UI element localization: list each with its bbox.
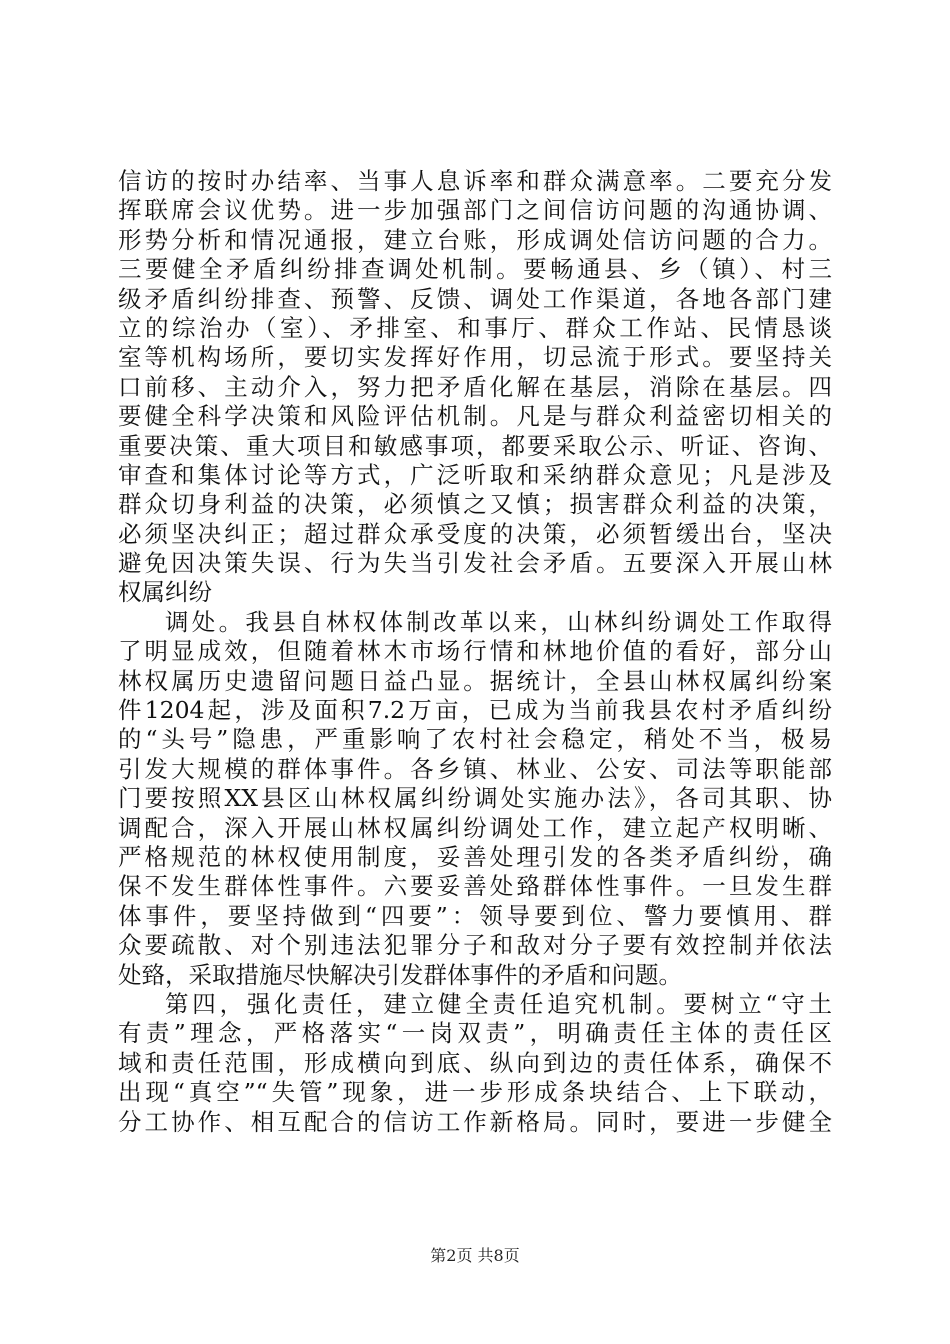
text-line: 出现“真空”“失管”现象，进一步形成条块结合、上下联动， [118, 1078, 832, 1107]
text-line: 体事件，要坚持做到“四要”：领导要到位、警力要慎用、群 [118, 901, 832, 930]
text-line: 审查和集体讨论等方式，广泛听取和采纳群众意见；凡是涉及 [118, 460, 832, 489]
text-line: 的“头号”隐患，严重影响了农村社会稳定，稍处不当，极易 [118, 725, 832, 754]
text-line: 有责”理念，严格落实“一岗双责”，明确责任主体的责任区 [118, 1019, 832, 1048]
text-line: 调处。我县自林权体制改革以来，山林纠纷调处工作取得 [165, 607, 832, 636]
text-line: 级矛盾纠纷排查、预警、反馈、调处工作渠道，各地各部门建 [118, 284, 832, 313]
text-line: 避免因决策失误、行为失当引发社会矛盾。五要深入开展山林 [118, 549, 832, 578]
text-line: 调配合，深入开展山林权属纠纷调处工作，建立起产权明晰、 [118, 813, 832, 842]
text-line: 信访的按时办结率、当事人息诉率和群众满意率。二要充分发 [118, 167, 832, 195]
text-line: 众要疏散、对个别违法犯罪分子和敌对分子要有效控制并依法 [118, 931, 832, 960]
text-line: 挥联席会议优势。进一步加强部门之间信访问题的沟通协调、 [118, 196, 832, 225]
page-footer [0, 1246, 950, 1266]
text-line: 口前移、主动介入，努力把矛盾化解在基层，消除在基层。四 [118, 372, 832, 401]
text-line: 形势分析和情况通报，建立台账，形成调处信访问题的合力。 [118, 225, 832, 254]
text-line: 保不发生群体性事件。六要妥善处臵群体性事件。一旦发生群 [118, 872, 832, 901]
text-line: 域和责任范围，形成横向到底、纵向到边的责任体系，确保不 [118, 1048, 832, 1077]
text-line: 权属纠纷 [118, 578, 212, 607]
text-line: 引发大规模的群体事件。各乡镇、林业、公安、司法等职能部 [118, 754, 832, 783]
body-text [118, 167, 832, 1137]
text-line: 要健全科学决策和风险评估机制。凡是与群众利益密切相关的 [118, 402, 832, 431]
text-line: 了明显成效，但随着林木市场行情和林地价值的看好，部分山 [118, 637, 832, 666]
text-line: 件1204起，涉及面积7.2万亩，已成为当前我县农村矛盾纠纷 [118, 696, 832, 725]
text-line: 三要健全矛盾纠纷排查调处机制。要畅通县、乡（镇）、村三 [118, 255, 832, 284]
text-line: 林权属历史遗留问题日益凸显。据统计，全县山林权属纠纷案 [118, 666, 832, 695]
text-line: 必须坚决纠正；超过群众承受度的决策，必须暂缓出台，坚决 [118, 519, 832, 548]
text-line: 第四，强化责任，建立健全责任追究机制。要树立“守土 [165, 989, 832, 1018]
text-line: 室等机构场所，要切实发挥好作用，切忌流于形式。要坚持关 [118, 343, 832, 372]
text-line: 分工协作、相互配合的信访工作新格局。同时，要进一步健全 [118, 1107, 832, 1136]
text-line: 门要按照XX县区山林权属纠纷调处实施办法》，各司其职、协 [118, 784, 832, 813]
text-line: 重要决策、重大项目和敏感事项，都要采取公示、听证、咨询、 [118, 431, 832, 460]
text-line: 立的综治办（室）、矛排室、和事厅、群众工作站、民情恳谈 [118, 313, 832, 342]
text-line: 群众切身利益的决策，必须慎之又慎；损害群众利益的决策， [118, 490, 832, 519]
text-line: 严格规范的林权使用制度，妥善处理引发的各类矛盾纠纷，确 [118, 842, 832, 871]
page-number: 第2页 共8页 [430, 1246, 520, 1265]
text-line: 处臵，采取措施尽快解决引发群体事件的矛盾和问题。 [118, 960, 682, 989]
